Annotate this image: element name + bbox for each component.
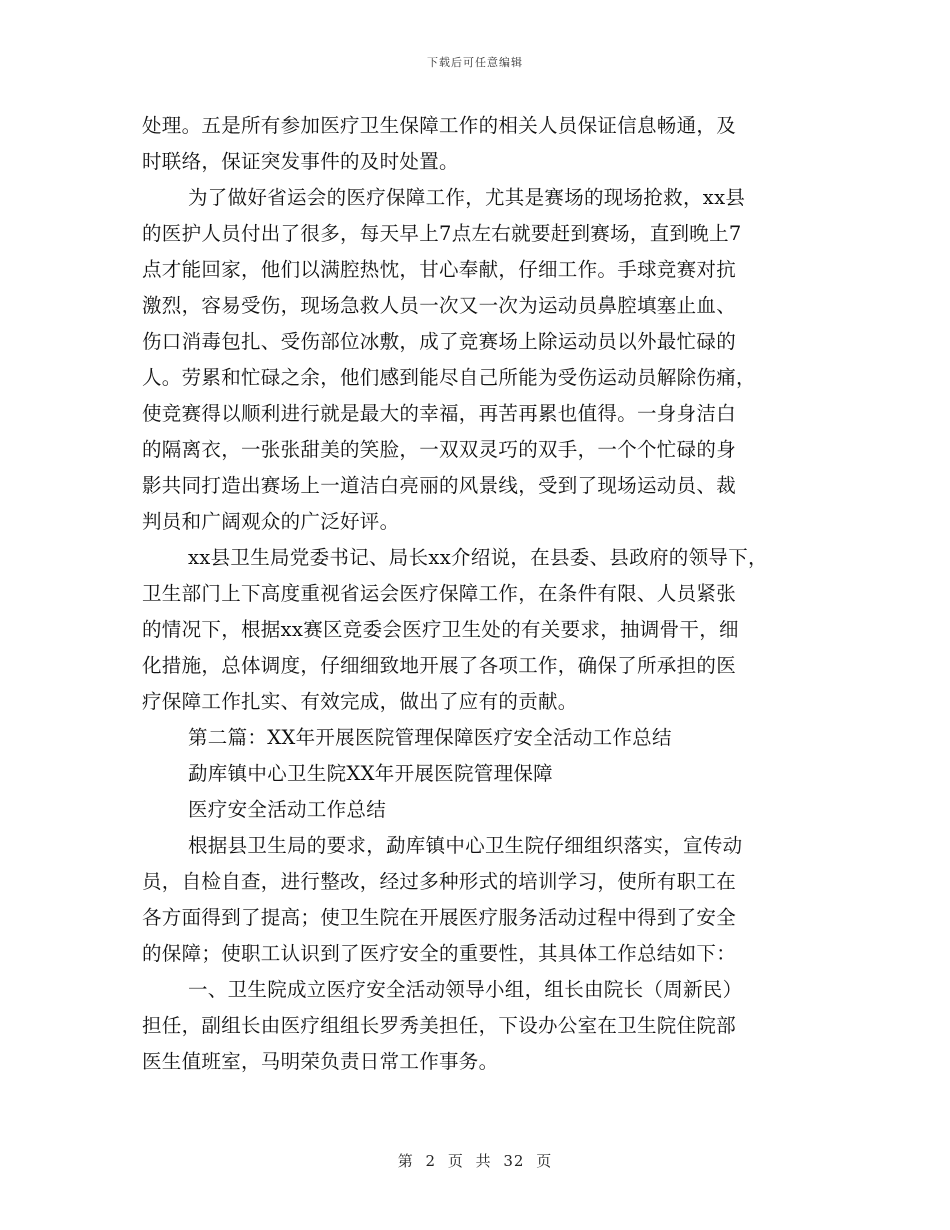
text-line: 的保障；使职工认识到了医疗安全的重要性，其具体工作总结如下： [142, 942, 737, 965]
text-line: 第二篇：XX年开展医院管理保障医疗安全活动工作总结 [188, 726, 672, 749]
text-line: 勐库镇中心卫生院XX年开展医院管理保障 [188, 762, 553, 785]
text-line: 时联络，保证突发事件的及时处置。 [142, 150, 459, 173]
text-line: xx县卫生局党委书记、局长xx介绍说，在县委、县政府的领导下， [188, 546, 768, 569]
text-line: 化措施，总体调度，仔细细致地开展了各项工作，确保了所承担的医 [142, 654, 737, 677]
text-line: 根据县卫生局的要求，勐库镇中心卫生院仔细组织落实，宣传动 [188, 834, 743, 857]
text-line: 医生值班室，马明荣负责日常工作事务。 [142, 1050, 499, 1073]
page-footer: 第 2 页 共 32 页 [397, 1152, 553, 1170]
text-line: 影共同打造出赛场上一道洁白亮丽的风景线，受到了现场运动员、裁 [142, 474, 737, 497]
text-line: 判员和广阔观众的广泛好评。 [142, 510, 400, 533]
text-line: 点才能回家，他们以满腔热忱，甘心奉献，仔细工作。手球竞赛对抗 [142, 258, 737, 281]
text-line: 各方面得到了提高；使卫生院在开展医疗服务活动过程中得到了安全 [142, 906, 737, 929]
text-line: 激烈，容易受伤，现场急救人员一次又一次为运动员鼻腔填塞止血、 [142, 294, 737, 317]
text-line: 处理。五是所有参加医疗卫生保障工作的相关人员保证信息畅通，及 [142, 114, 737, 137]
document-body [142, 108, 830, 1080]
text-line: 疗保障工作扎实、有效完成，做出了应有的贡献。 [142, 690, 578, 713]
page-header: 下载后可任意编辑 [427, 56, 523, 69]
text-line: 员，自检自查，进行整改，经过多种形式的培训学习，使所有职工在 [142, 870, 737, 893]
text-line: 为了做好省运会的医疗保障工作，尤其是赛场的现场抢救，xx县 [188, 186, 746, 209]
text-line: 医疗安全活动工作总结 [188, 798, 387, 821]
text-line: 的情况下，根据xx赛区竞委会医疗卫生处的有关要求，抽调骨干，细 [142, 618, 739, 641]
text-line: 伤口消毒包扎、受伤部位冰敷，成了竞赛场上除运动员以外最忙碌的 [142, 330, 737, 353]
text-line: 人。劳累和忙碌之余，他们感到能尽自己所能为受伤运动员解除伤痛， [142, 366, 756, 389]
text-line: 担任，副组长由医疗组组长罗秀美担任，下设办公室在卫生院住院部 [142, 1014, 737, 1037]
text-line: 的隔离衣，一张张甜美的笑脸，一双双灵巧的双手，一个个忙碌的身 [142, 438, 737, 461]
text-line: 一、卫生院成立医疗安全活动领导小组，组长由院长（周新民） [188, 978, 743, 1001]
text-line: 卫生部门上下高度重视省运会医疗保障工作，在条件有限、人员紧张 [142, 582, 737, 605]
text-line: 的医护人员付出了很多，每天早上7点左右就要赶到赛场，直到晚上7 [142, 222, 742, 245]
text-line: 使竞赛得以顺利进行就是最大的幸福，再苦再累也值得。一身身洁白 [142, 402, 737, 425]
